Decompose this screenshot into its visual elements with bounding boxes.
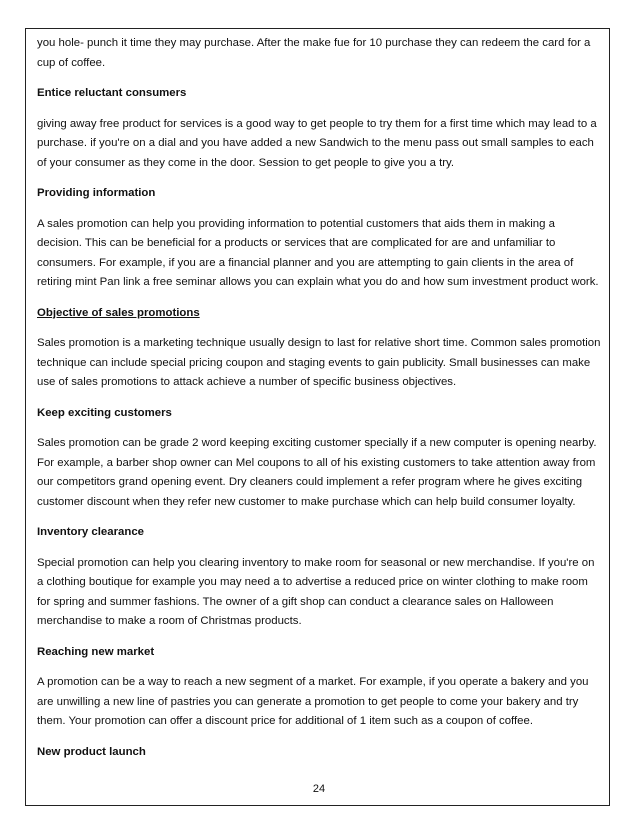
paragraph-inventory-clearance: Special promotion can help you clearing inventory to make room for seasonal or new merchandise. If you're on a clothing boutique for example you may need a to advertise a reduced price on winter clothing to make room for spring and summer fashions. The owner of a gift shop can conduct a clearance sales on Halloween merchandise to make a room of Christmas products.: [37, 556, 595, 627]
heading-entice-reluctant-consumers: Entice reluctant consumers: [37, 87, 187, 99]
page-number: 24: [312, 783, 326, 795]
paragraph-reaching-new-market: A promotion can be a way to reach a new segment of a market. For example, if you operate a bakery and you are unwilling a new line of pastries you can generate a promotion to get people to come your bakery and try them. Your promotion can offer a discount price for additional of 1 item such as a coupon of coffee.: [37, 676, 589, 727]
heading-inventory-clearance: Inventory clearance: [37, 526, 144, 538]
page-content: [37, 34, 603, 773]
heading-reaching-new-market: Reaching new market: [37, 645, 155, 658]
paragraph-objective-of-sales-promotions: Sales promotion is a marketing technique usually design to last for relative short time. Common sales promotion technique can include special pricing coupon and staging events to gain publicity. Small businesses can make use of sales promotions to attack achieve a number of specific business objectives.: [37, 337, 601, 388]
heading-keep-exciting-customers: Keep exciting customers: [37, 406, 172, 419]
paragraph-keep-exciting-customers: Sales promotion can be grade 2 word keeping exciting customer specially if a new computer is opening nearby. For example, a barber shop owner can Mel coupons to all of his existing customers to take attention away from our competitors grand opening event. Dry cleaners could implement a refer program where he gives exciting customer discount when they refer new customer to make purchase which can help build consumer loyalty.: [37, 437, 597, 508]
heading-providing-information: Providing information: [37, 187, 156, 199]
paragraph-providing-information: A sales promotion can help you providing information to potential customers that aids them in making a decision. This can be beneficial for a products or services that are complicated for are and unfamiliar to consumers. For example, if you are a financial planner and you are attempting to gain clients in the area of retiring mint Pan link a free seminar allows you can explain what you do and how sum investment product work.: [37, 217, 599, 288]
heading-objective-of-sales-promotions: Objective of sales promotions: [37, 306, 200, 319]
heading-new-product-launch: New product launch: [37, 745, 146, 758]
paragraph-entice-reluctant-consumers: giving away free product for services is a good way to get people to try them for a first time which may lead to a purchase. if you're on a dial and you have added a new Sandwich to the menu pass out small samples to each of your consumer as they come in the door. Session to get people to give you a try.: [37, 117, 597, 169]
paragraph-loyalty-card: you hole- punch it time they may purchase. After the make fue for 10 purchase they can redeem the card for a cup of coffee.: [37, 37, 591, 69]
